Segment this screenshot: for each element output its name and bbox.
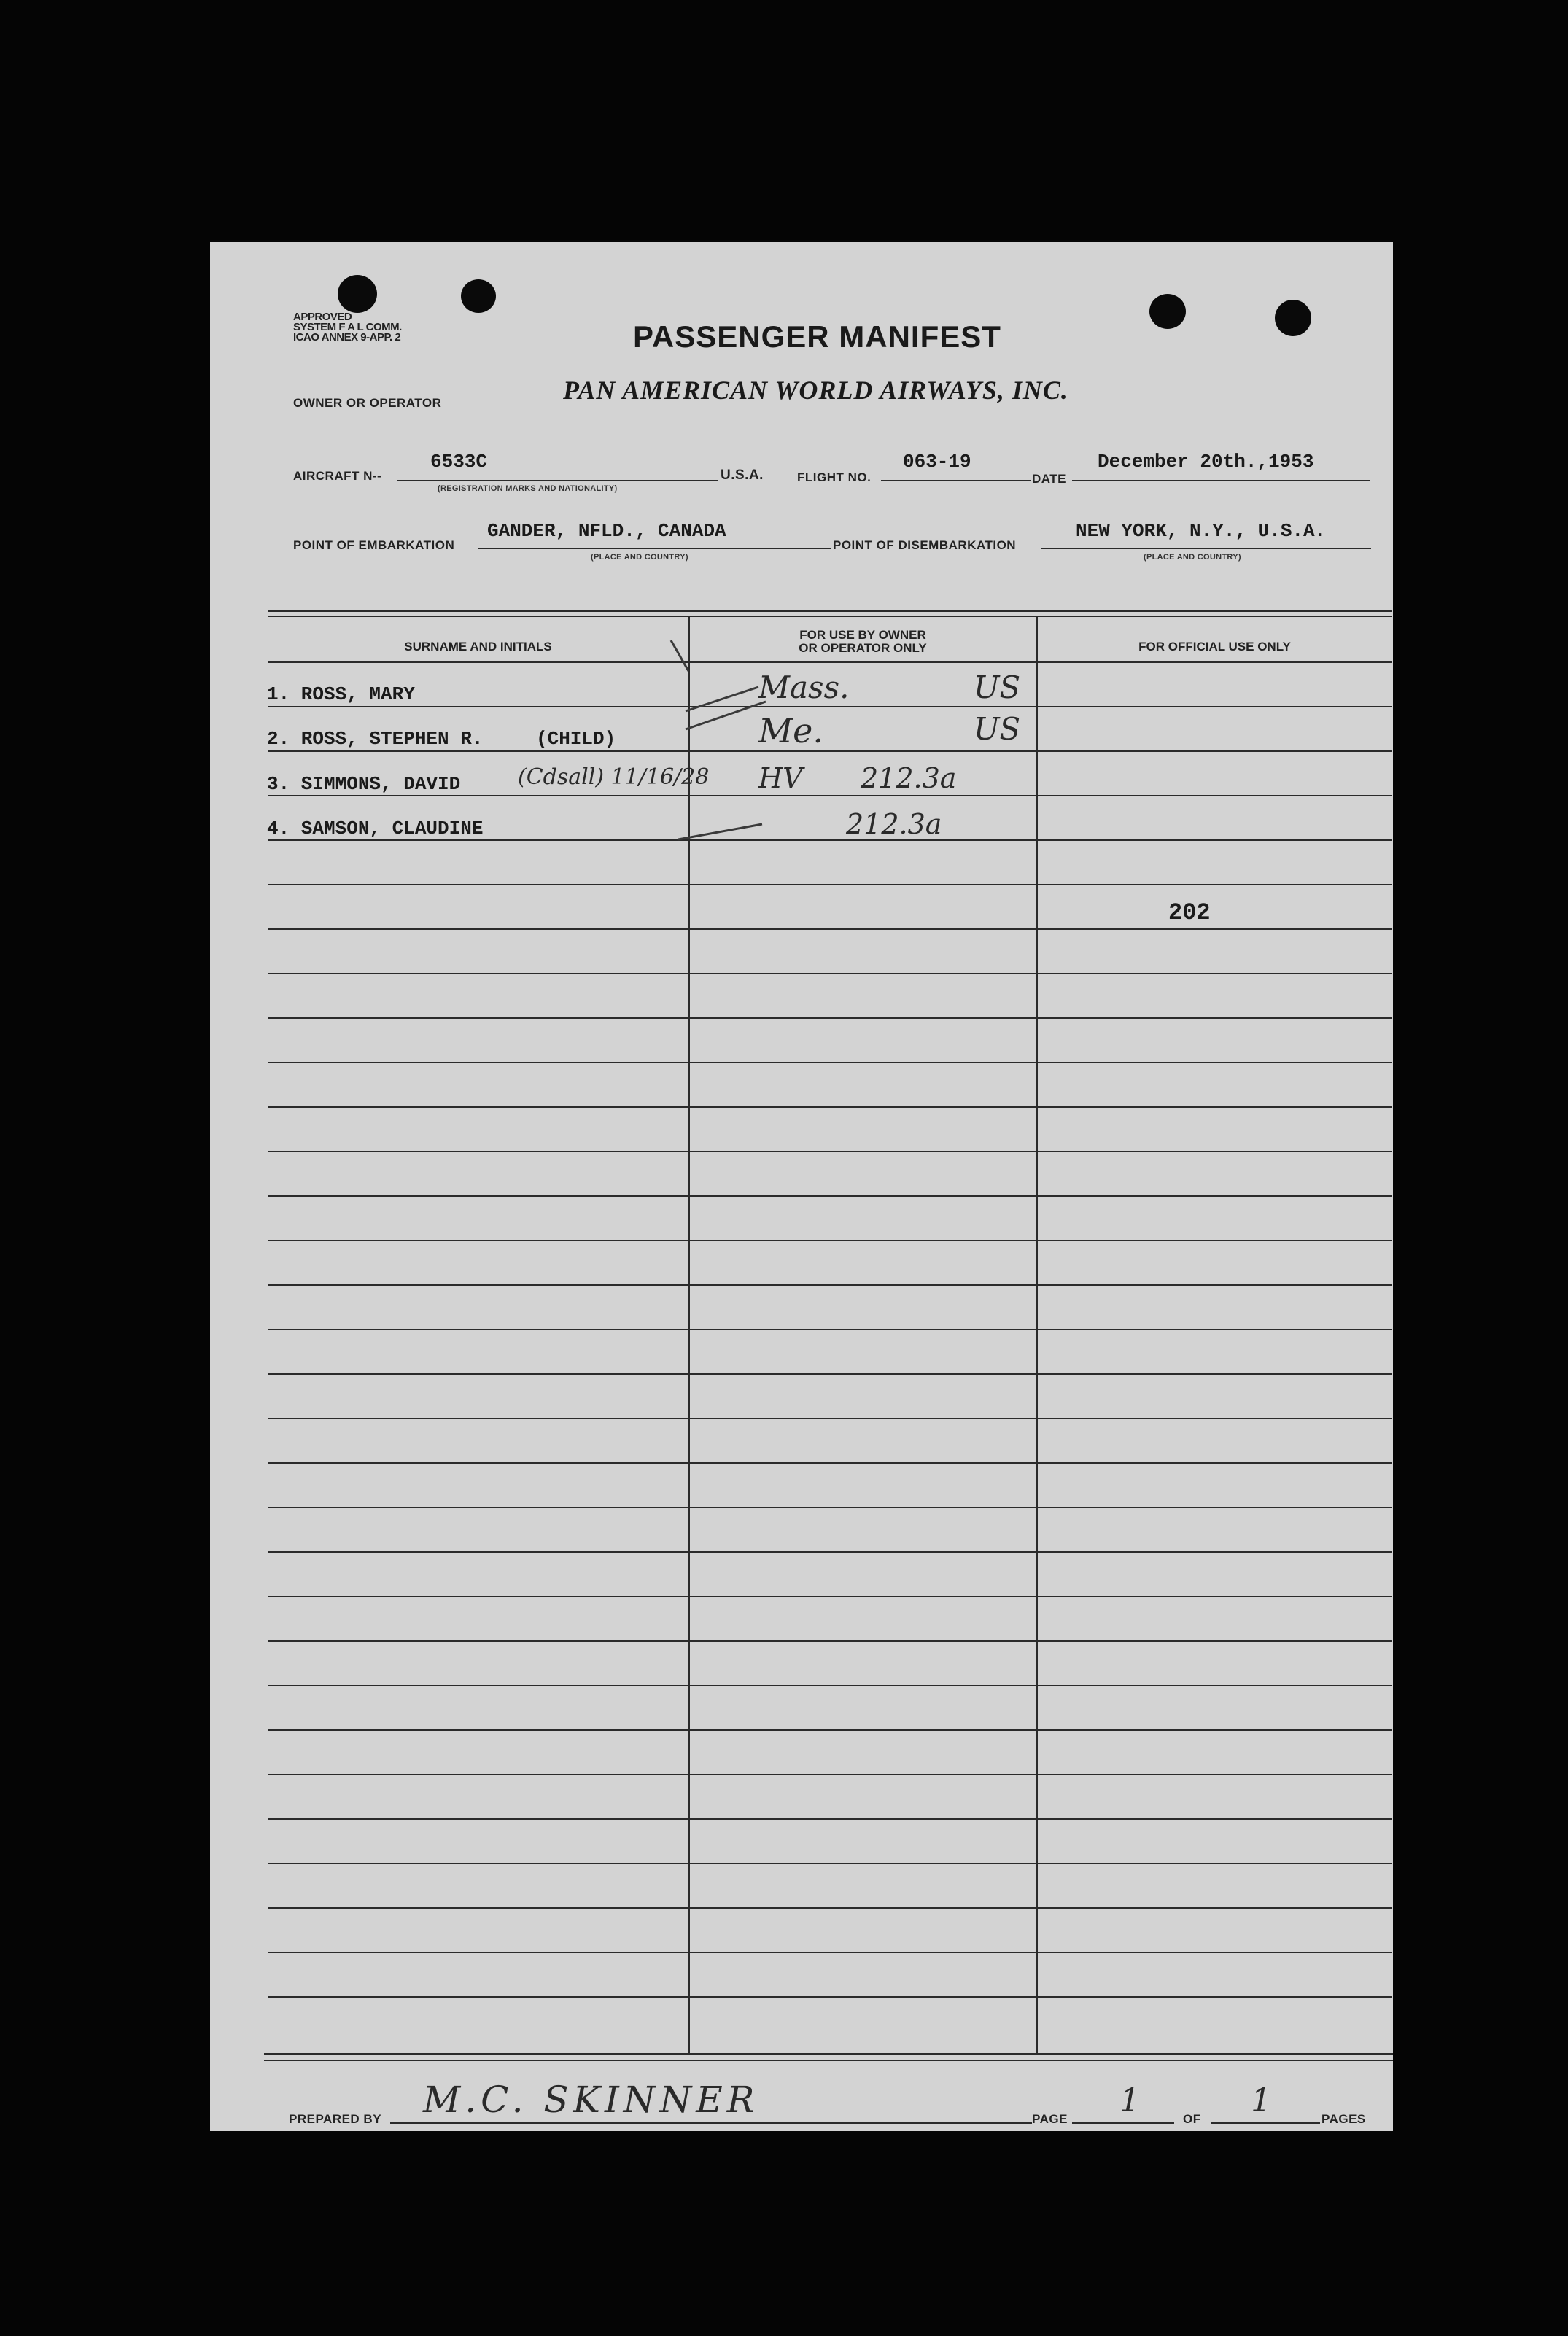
aircraft-underline (397, 480, 718, 481)
official-number: 202 (1168, 899, 1211, 926)
table-bottom-rule (264, 2053, 1393, 2055)
approval-line: ICAO ANNEX 9-APP. 2 (293, 331, 401, 344)
table-bottom-rule (264, 2060, 1393, 2061)
embarkation-label: POINT OF EMBARKATION (293, 538, 455, 552)
page-underline (1072, 2122, 1174, 2124)
code-entry: 212.3a (861, 762, 957, 794)
punch-hole (1149, 294, 1186, 329)
row-rule (268, 1284, 1392, 1286)
row-rule (268, 1774, 1392, 1775)
disembarkation-value: NEW YORK, N.Y., U.S.A. (1076, 520, 1327, 542)
row-rule (268, 1240, 1392, 1241)
disembarkation-sublabel: (PLACE AND COUNTRY) (1144, 553, 1241, 562)
punch-hole (338, 275, 377, 313)
owner-label: OWNER OR OPERATOR (293, 396, 442, 410)
passenger-name: 4. SAMSON, CLAUDINE (267, 818, 484, 839)
approval-line: SYSTEM F A L COMM. (293, 321, 402, 333)
date-label: DATE (1032, 472, 1067, 486)
aircraft-label: AIRCRAFT N-- (293, 469, 382, 483)
row-rule (268, 1818, 1392, 1820)
prepared-by-signature: M.C. SKINNER (423, 2079, 759, 2121)
owner-use-entry: Me. (758, 711, 823, 750)
flight-label: FLIGHT NO. (797, 470, 872, 484)
page-label: PAGE (1032, 2112, 1068, 2126)
disembarkation-underline (1041, 548, 1371, 549)
passenger-note: (CHILD) (536, 728, 616, 750)
row-rule (268, 795, 1392, 796)
code-entry: US (974, 670, 1021, 705)
check-marks (642, 635, 788, 853)
passenger-name: 2. ROSS, STEPHEN R. (267, 728, 484, 750)
page-value: 1 (1119, 2082, 1140, 2119)
row-rule (268, 1462, 1392, 1464)
airline-name: PAN AMERICAN WORLD AIRWAYS, INC. (563, 376, 1068, 405)
row-rule (268, 973, 1392, 974)
column-divider (1036, 617, 1038, 2054)
row-rule (268, 661, 1392, 663)
row-rule (268, 1952, 1392, 1953)
row-rule (268, 1373, 1392, 1375)
row-rule (268, 706, 1392, 707)
row-rule (268, 1106, 1392, 1108)
of-value: 1 (1251, 2082, 1271, 2119)
owner-use-entry: HV (758, 762, 803, 794)
flight-value: 063-19 (903, 451, 971, 473)
disembarkation-label: POINT OF DISEMBARKATION (833, 538, 1017, 552)
row-rule (268, 1062, 1392, 1063)
row-rule (268, 1996, 1392, 1998)
page-title: PASSENGER MANIFEST (633, 319, 1001, 354)
flight-underline (881, 480, 1031, 481)
table-top-rule (268, 610, 1392, 612)
of-underline (1211, 2122, 1320, 2124)
row-rule (268, 1017, 1392, 1019)
passenger-name: 3. SIMMONS, DAVID (267, 773, 461, 795)
owner-use-header-line: FOR USE BY OWNER (799, 628, 926, 642)
code-entry: 212.3a (846, 808, 942, 840)
official-column-header: FOR OFFICIAL USE ONLY (1138, 640, 1291, 653)
aircraft-value: 6533C (430, 451, 488, 473)
table-top-rule (268, 616, 1392, 617)
approval-note (293, 312, 402, 343)
of-label: OF (1183, 2112, 1201, 2126)
row-rule (268, 1195, 1392, 1197)
passenger-note: (Cdsall) 11/16/28 (518, 764, 710, 790)
approval-line: APPROVED (293, 311, 352, 323)
row-rule (268, 1640, 1392, 1642)
pages-label: PAGES (1321, 2112, 1366, 2126)
date-value: December 20th.,1953 (1098, 451, 1314, 473)
embarkation-underline (478, 548, 831, 549)
row-rule (268, 884, 1392, 885)
surname-column-header: SURNAME AND INITIALS (404, 640, 552, 653)
prepared-by-underline (390, 2122, 1032, 2124)
prepared-by-label: PREPARED BY (289, 2112, 382, 2126)
punch-hole (461, 279, 496, 313)
row-rule (268, 839, 1392, 841)
code-entry: US (974, 711, 1021, 747)
embarkation-value: GANDER, NFLD., CANADA (487, 520, 726, 542)
row-rule (268, 1729, 1392, 1731)
row-rule (268, 928, 1392, 930)
row-rule (268, 1151, 1392, 1152)
row-rule (268, 1596, 1392, 1597)
row-rule (268, 1551, 1392, 1553)
row-rule (268, 1418, 1392, 1419)
aircraft-sublabel: (REGISTRATION MARKS AND NATIONALITY) (438, 484, 618, 493)
embarkation-sublabel: (PLACE AND COUNTRY) (591, 553, 688, 562)
row-rule (268, 1863, 1392, 1864)
row-rule (268, 1685, 1392, 1686)
row-rule (268, 1329, 1392, 1330)
date-underline (1072, 480, 1370, 481)
owner-use-entry: Mass. (758, 670, 850, 705)
usa-label: U.S.A. (721, 467, 764, 483)
row-rule (268, 1507, 1392, 1508)
passenger-name: 1. ROSS, MARY (267, 683, 415, 705)
punch-hole (1275, 300, 1311, 336)
row-rule (268, 1907, 1392, 1909)
row-rule (268, 750, 1392, 752)
owner-use-header-line: OR OPERATOR ONLY (799, 641, 927, 655)
